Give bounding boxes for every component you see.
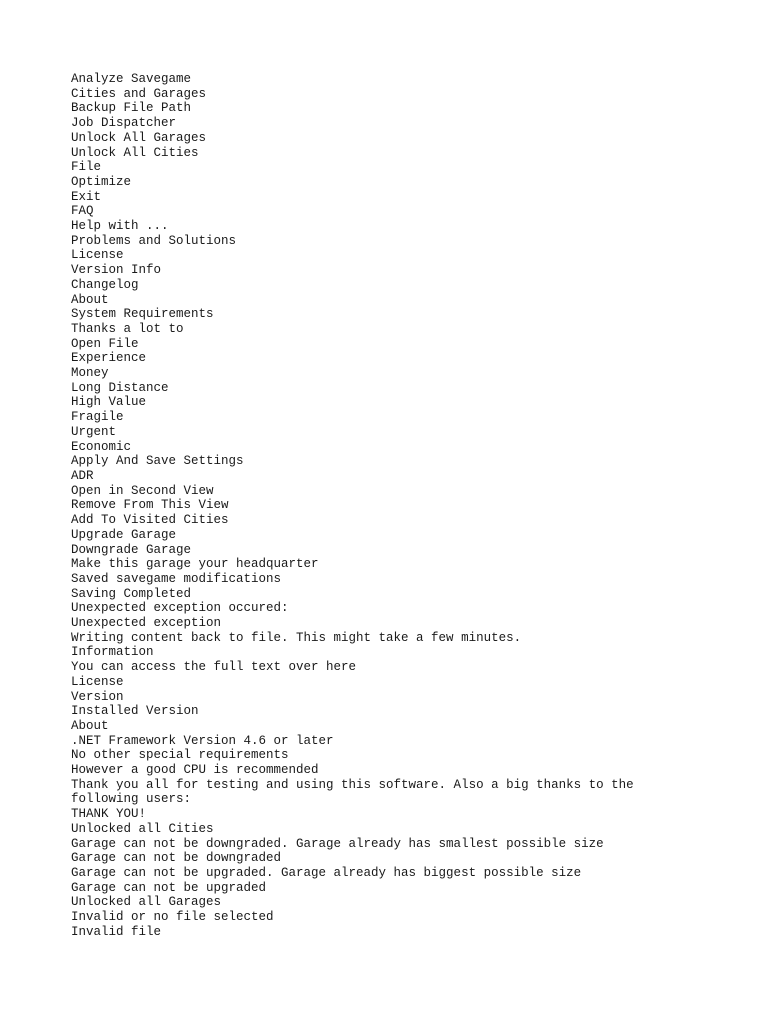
text-line: Job Dispatcher — [71, 116, 177, 131]
text-line: About — [71, 292, 109, 307]
text-line: Remove From This View — [71, 498, 229, 513]
text-line: However a good CPU is recommended — [71, 763, 319, 778]
text-line: Optimize — [71, 174, 132, 189]
text-line: Apply And Save Settings — [71, 454, 244, 469]
text-line: Unexpected exception — [71, 616, 222, 631]
text-line: No other special requirements — [71, 748, 289, 763]
text-line: Cities and Garages — [71, 86, 207, 101]
text-line: Help with ... — [71, 219, 169, 234]
text-line: Invalid file — [71, 924, 162, 939]
text-line: Money — [71, 366, 109, 381]
text-line: Unlocked all Cities — [71, 821, 214, 836]
text-line: Unexpected exception occured: — [71, 601, 289, 616]
text-line: Invalid or no file selected — [71, 910, 274, 925]
text-line: Garage can not be upgraded — [71, 880, 267, 895]
text-line: ADR — [71, 468, 94, 483]
text-line: License — [71, 674, 124, 689]
text-line: Changelog — [71, 277, 139, 292]
text-line: Saved savegame modifications — [71, 571, 282, 586]
text-line: License — [71, 248, 124, 263]
text-line: Version Info — [71, 263, 162, 278]
text-line: Problems and Solutions — [71, 233, 237, 248]
text-line: Saving Completed — [71, 586, 192, 601]
text-line: THANK YOU! — [71, 807, 147, 822]
text-line: Upgrade Garage — [71, 527, 177, 542]
text-line: Information — [71, 645, 154, 660]
text-line: Add To Visited Cities — [71, 513, 229, 528]
text-line: Thank you all for testing and using this software. Also a big thanks to the — [71, 777, 634, 792]
text-line: Long Distance — [71, 380, 169, 395]
text-line: Garage can not be downgraded — [71, 851, 282, 866]
text-line: Open File — [71, 336, 139, 351]
text-line: Garage can not be downgraded. Garage already has smallest possible size — [71, 836, 604, 851]
text-line: Downgrade Garage — [71, 542, 192, 557]
text-line: Thanks a lot to — [71, 321, 184, 336]
text-line: Fragile — [71, 410, 124, 425]
text-line: Urgent — [71, 424, 117, 439]
text-line: .NET Framework Version 4.6 or later — [71, 733, 334, 748]
text-line: following users: — [71, 792, 192, 807]
text-line: Unlock All Cities — [71, 145, 199, 160]
text-line: FAQ — [71, 204, 94, 219]
text-line: Installed Version — [71, 704, 199, 719]
text-line: Unlock All Garages — [71, 130, 207, 145]
text-line: Unlocked all Garages — [71, 895, 222, 910]
text-line: Economic — [71, 439, 132, 454]
text-line: You can access the full text over here — [71, 660, 357, 675]
text-line: Open in Second View — [71, 483, 214, 498]
text-line: Garage can not be upgraded. Garage already has biggest possible size — [71, 865, 582, 880]
text-line: Experience — [71, 351, 147, 366]
text-line: Writing content back to file. This might take a few minutes. — [71, 630, 522, 645]
text-line: About — [71, 718, 109, 733]
text-line: Backup File Path — [71, 101, 192, 116]
text-line: High Value — [71, 395, 147, 410]
document-text-block — [71, 72, 711, 939]
text-line: System Requirements — [71, 307, 214, 322]
text-line: Exit — [71, 189, 102, 204]
text-line: File — [71, 160, 102, 175]
text-line: Make this garage your headquarter — [71, 557, 319, 572]
text-line: Analyze Savegame — [71, 72, 192, 86]
text-line: Version — [71, 689, 124, 704]
